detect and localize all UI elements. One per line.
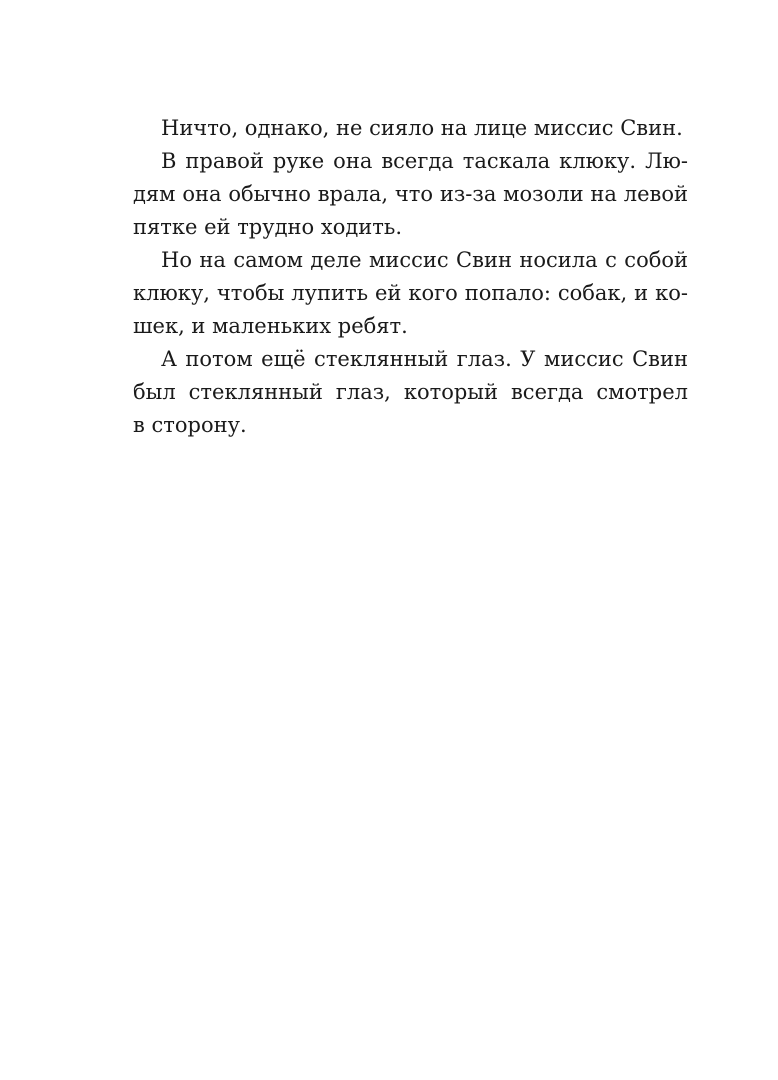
body-text [133, 112, 688, 442]
text-line: пятке ей трудно ходить. [133, 215, 402, 239]
text-line: клюку, чтобы лупить ей кого попало: собак, и ко- [133, 281, 688, 305]
text-line: Ничто, однако, не сияло на лице миссис Свин. [161, 116, 683, 140]
text-line: В правой руке она всегда таскала клюку. Лю- [161, 149, 688, 173]
text-line: шек, и маленьких ребят. [133, 314, 408, 338]
text-line: А потом ещё стеклянный глаз. У миссис Свин [161, 347, 688, 371]
text-line: дям она обычно врала, что из-за мозоли на левой [133, 182, 688, 206]
text-line: Но на самом деле миссис Свин носила с собой [161, 248, 688, 272]
text-line: был стеклянный глаз, который всегда смотрел [133, 380, 688, 404]
text-line: в сторону. [133, 413, 247, 437]
